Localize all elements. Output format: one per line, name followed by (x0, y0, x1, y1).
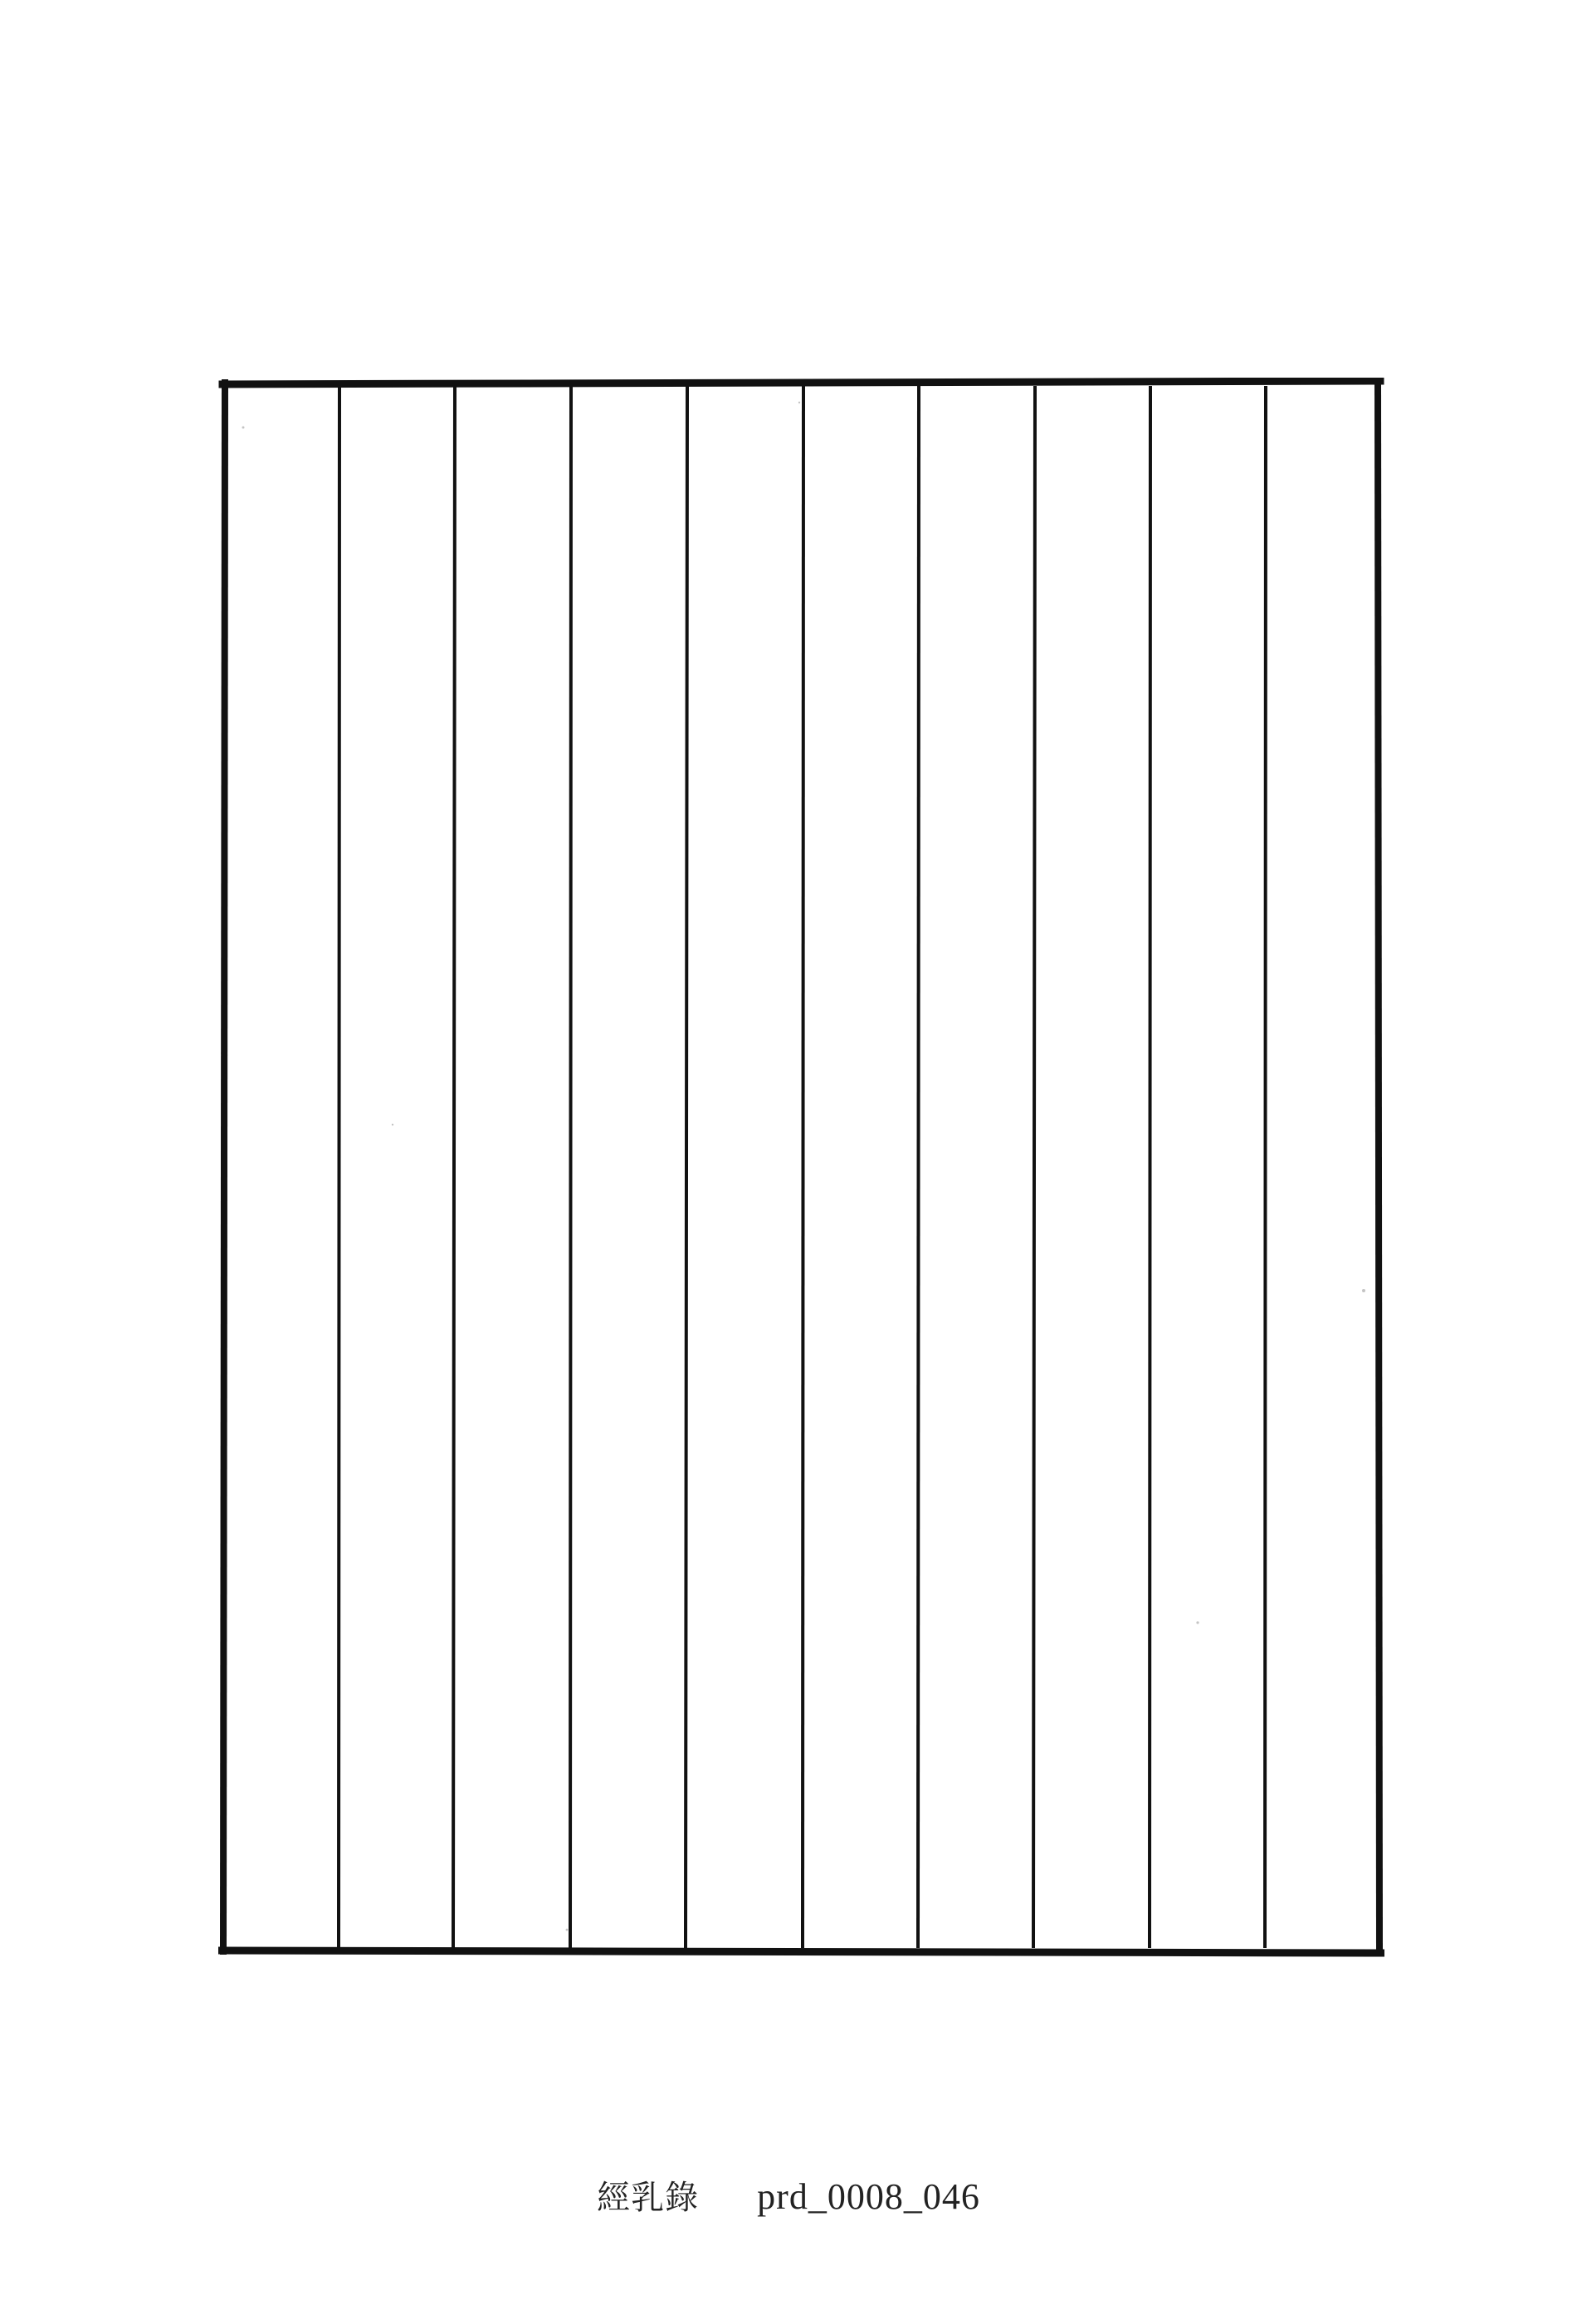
text-column-4 (920, 396, 1033, 1939)
page-frame (218, 378, 1384, 1957)
text-column-7 (573, 396, 685, 1939)
text-column-8 (456, 396, 569, 1939)
text-column-3 (1037, 396, 1149, 1939)
text-column-9 (341, 396, 453, 1939)
text-column-10 (227, 396, 337, 1939)
page-code: prd_0008_046 (757, 2176, 980, 2217)
text-column-2 (1152, 396, 1264, 1939)
book-title: 經乳錄 (597, 2179, 700, 2217)
text-column-6 (689, 396, 801, 1939)
text-column-1 (1267, 396, 1378, 1939)
page-caption (0, 2171, 1577, 2219)
text-column-5 (805, 396, 917, 1939)
